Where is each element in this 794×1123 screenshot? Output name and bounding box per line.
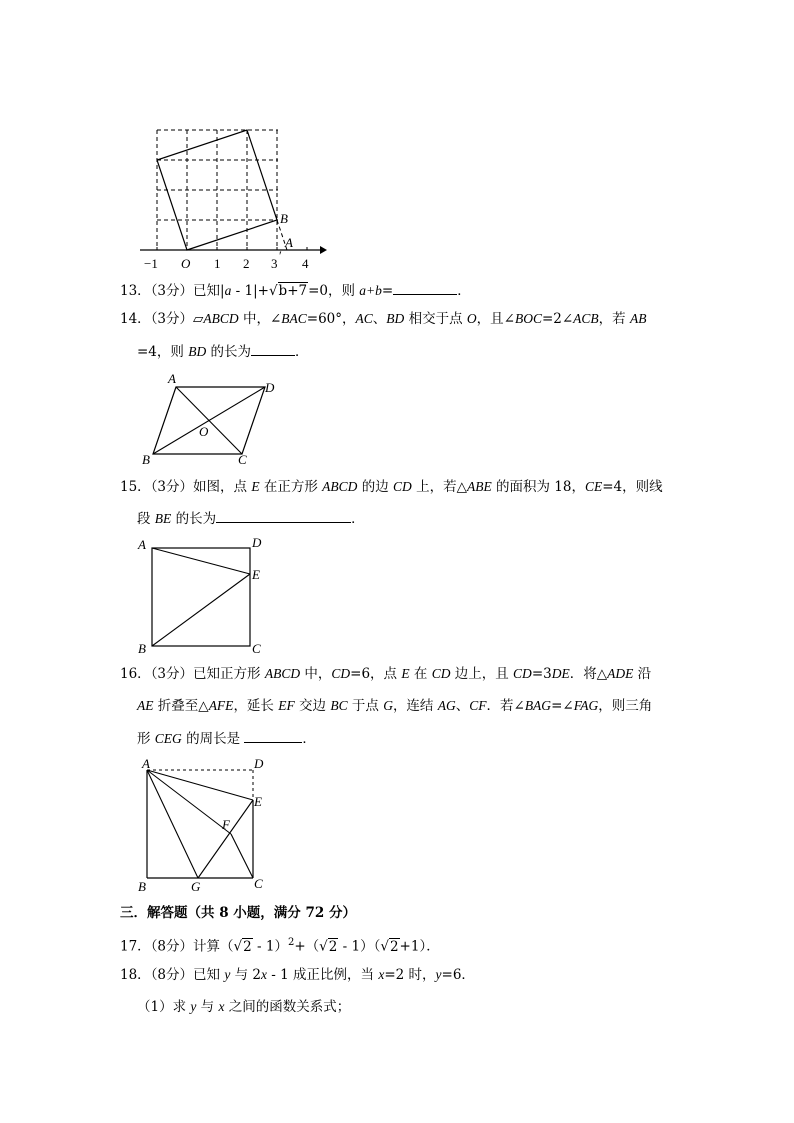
q18-t: 与 2 [230,967,261,983]
q16-t: =∠ [551,698,574,714]
q16-t: AE [137,698,154,713]
q18-t: 之间的函数关系式； [224,999,351,1015]
label-a: A [142,756,150,771]
label-b: B [138,641,146,656]
q16-t: 交边 [294,698,331,714]
q18-t: y [435,967,442,982]
question-score: （8分） [150,938,194,955]
q16-t: ADE [607,666,634,681]
segment-cf [231,834,253,878]
q16-t: CD [513,666,532,681]
q15-t: 上，若△ [411,479,467,495]
q16-t: AFE [208,698,234,713]
label-e: E [254,794,262,809]
question-score: （3分） [150,479,194,495]
q15-t: 的边 [357,479,394,495]
q15-t: 的面积为 18， [491,479,585,495]
square-abcd [152,548,250,646]
question-16-line-1 [120,665,651,683]
answer-blank[interactable] [251,342,295,356]
q16-t: CEG [154,731,182,746]
question-number: 15． [120,479,151,495]
question-13: 13．（3分）已知|a - 1|+√b+7=0，则 a+b= ． [120,283,471,299]
q18-t: - 1 成正比例，当 [267,967,379,983]
q16-t: CF [469,698,487,713]
question-14-line-1 [120,310,646,328]
q14-t: ACB [573,311,599,326]
diagonal-bd [153,387,265,454]
q18-t: =6． [441,967,475,983]
question-number: 13． [120,283,151,299]
tick-label-1: 1 [214,256,221,271]
segment-be [152,574,250,646]
label-d: D [254,756,264,771]
point-label-b: B [280,211,288,226]
q13-text-c: =0，则 [308,283,360,299]
q16-t: 边上，且 [450,666,514,682]
q18-t: 与 [196,999,219,1015]
q18-t: x [218,999,225,1014]
q17-exponent: 2 [287,937,295,948]
tick-label-3: 3 [271,256,278,271]
label-o: O [199,424,209,439]
answer-blank[interactable] [216,509,351,523]
q13-text-a: 已知| [193,283,225,299]
question-15-line-2 [137,509,365,528]
q16-t: ，连结 [392,698,438,714]
question-number: 18． [120,967,151,983]
q14-t: BAC [281,311,307,326]
q16-t: =6，点 [350,666,402,682]
q16-t: ，则三角 [598,698,653,714]
q14-t: O [466,311,477,326]
question-16-line-2 [137,697,652,715]
tick-label-neg1: −1 [144,256,158,271]
q15-t: E [251,479,260,494]
q16-t: ．若∠ [486,698,525,714]
q16-t: FAG [573,698,599,713]
q17-sqrt: 2 [328,938,338,955]
q13-var-a: a [224,283,232,298]
label-c: C [254,876,263,891]
question-score: （3分） [150,283,194,299]
q16-t: ABCD [264,666,301,681]
q16-end: ． [302,731,316,747]
q14-end: ． [295,344,309,360]
q16-t: E [401,666,410,681]
q16-t: 沿 [633,666,652,682]
q16-t: CD [431,666,451,681]
q18-t: y [190,999,197,1014]
question-score: （3分） [150,311,194,327]
parallelogram-figure [138,370,283,470]
label-d: D [252,535,262,550]
q14-t: 、 [372,311,387,327]
q16-t: 于点 [347,698,384,714]
tick-label-origin: O [181,256,191,271]
q18-t: 已知 [193,967,225,983]
q18-t: x [261,967,267,982]
question-score: （3分） [150,666,194,682]
segment-eg [198,800,253,878]
question-18 [120,966,475,984]
q18-t: x [378,967,385,982]
q14-t: ABCD [203,311,239,326]
q16-t: DE [551,666,570,681]
q16-t: 在 [409,666,432,682]
q16-t: ，延长 [233,698,279,714]
parallelogram-symbol: ▱ [193,311,204,327]
q15-t: CD [393,479,412,494]
question-15-line-1 [120,478,663,496]
label-c: C [252,641,261,656]
q15-t: BE [154,511,172,526]
q15-t: 如图，点 [193,479,252,495]
label-b: B [142,452,150,467]
q15-t: 的长为 [171,511,217,527]
q16-t: 中， [300,666,332,682]
q17-t: +（ [294,938,320,955]
q14-t: ，且∠ [476,311,515,327]
q18-t: y [224,967,231,982]
q15-t: ABE [466,479,492,494]
q17-t: - 1） [252,938,288,955]
q15-t: 段 [137,511,155,527]
q14-t: AC [355,311,373,326]
answer-blank[interactable] [244,729,302,743]
tick-label-2: 2 [243,256,250,271]
q14-t: 相交于点 [404,311,467,327]
q16-t: 折叠至△ [153,698,209,714]
q15-end: ． [351,511,365,527]
label-a: A [168,371,176,386]
point-label-a: A [285,235,293,250]
question-14-line-2 [137,342,309,361]
q14-t: =60°， [306,311,356,327]
q17-t: - 1）（ [338,938,381,955]
question-16-line-3 [137,729,316,748]
q14-t: BD [386,311,405,326]
q16-t: EF [278,698,295,713]
q15-t: =4，则线 [602,479,663,495]
folded-square-figure [134,755,274,895]
q14-t: =4，则 [137,344,189,360]
x-axis-arrow-icon [320,246,327,254]
q16-t: AG [437,698,456,713]
q14-t: AB [629,311,647,326]
q17-t: 计算（ [193,938,234,955]
q13-end: ． [457,283,471,299]
q14-t: =2∠ [541,311,574,327]
q14-t: 的长为 [206,344,251,360]
q15-t: CE [584,479,603,494]
question-17: 17．（8分）计算（√2 - 1）$^2$+（√2 - 1）（√2+1）． [120,937,440,955]
q15-t: ABCD [322,479,358,494]
grid-square-figure [135,125,335,275]
q16-t: BAG [524,698,552,713]
q16-t: 、 [455,698,470,714]
label-c: C [238,452,247,467]
square-abcd-figure [134,535,274,660]
tick-label-4: 4 [302,256,309,271]
prime-mark: ′ [279,248,282,263]
q16-t: BC [330,698,348,713]
q16-t: G [383,698,393,713]
q14-t: BOC [514,311,542,326]
label-f: F [222,817,230,832]
question-number: 16． [120,666,151,682]
segment-af [147,770,231,834]
q18-t: （1）求 [137,999,191,1015]
question-score: （8分） [150,967,194,983]
label-b: B [138,879,146,894]
q13-var-ab: a+b [359,283,382,298]
label-e: E [252,567,260,582]
q14-t: 中，∠ [238,311,282,327]
q14-t: ，若 [598,311,630,327]
question-number: 17． [120,938,151,955]
question-number: 14． [120,311,151,327]
q17-sqrt: 2 [389,938,399,955]
q16-t: 形 [137,731,155,747]
q13-text-d: = [381,283,394,299]
q18-t: =2 时， [384,967,436,983]
q17-t: +1）． [399,938,440,955]
section-heading: 三．解答题（共 8 小题，满分 72 分） [120,905,356,921]
q17-sqrt: 2 [243,938,252,955]
q16-t: ．将△ [569,666,608,682]
answer-blank[interactable] [393,281,457,295]
label-a: A [138,537,146,552]
label-g: G [191,879,201,894]
q16-t: =3 [531,666,552,682]
segment-ae [147,770,253,800]
q14-t: BD [188,344,207,359]
segment-ae [152,548,250,574]
q16-t: CD [331,666,351,681]
q13-sqrt: b+7 [278,283,308,299]
q15-t: 在正方形 [259,479,323,495]
segment-ag [147,770,198,878]
label-d: D [265,380,275,395]
q13-text-b: - 1|+ [231,283,269,299]
q16-t: 的周长是 [181,731,245,747]
question-18-part-1 [137,998,350,1016]
q16-t: 已知正方形 [193,666,265,682]
